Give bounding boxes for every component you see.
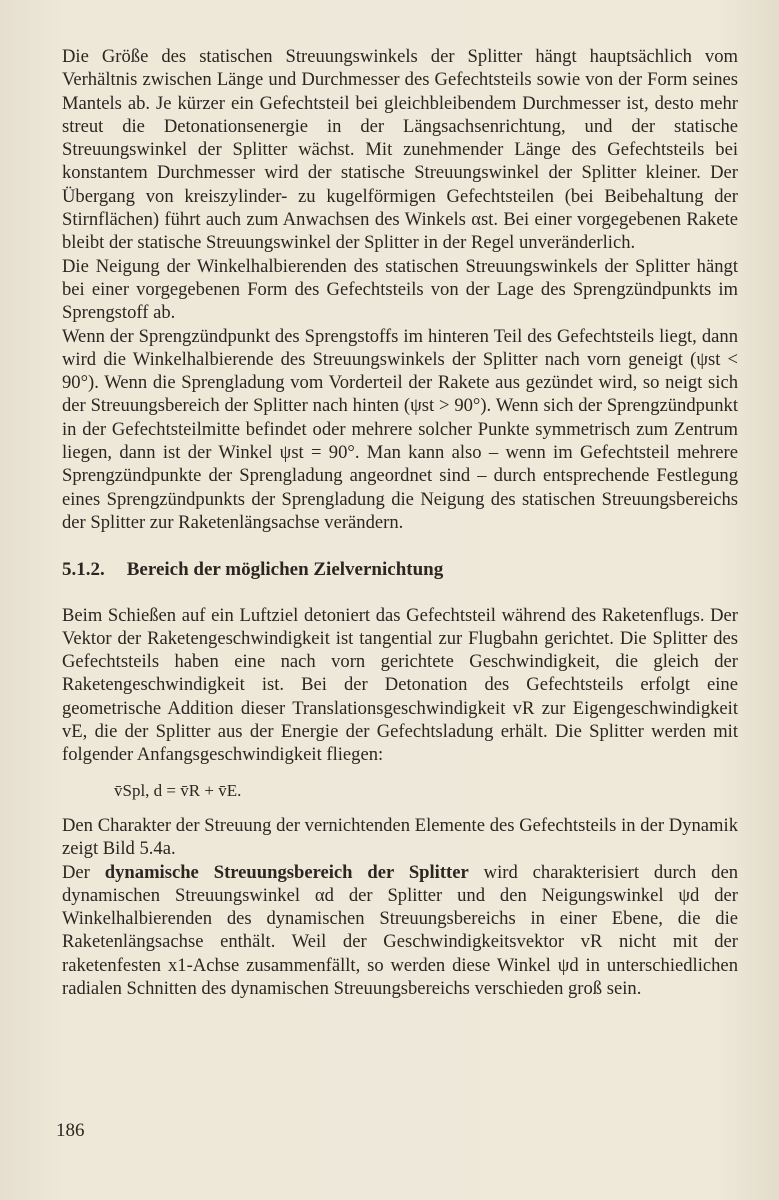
paragraph-air-target: Beim Schießen auf ein Luftziel detoniert das Gefechtsteil während des Raketenflugs. Der Vektor der Raketengeschwindigkeit ist tangential zur Flugbahn gerichtet. Die Splitter des Gefechtsteils haben eine nach vorn gerichtete Geschwindigkeit, die gleich der Raketengeschwindigkeit ist. Bei der Detonation des Gefechtsteils erfolgt eine geometrische Addition dieser Translationsgeschwindigkeit vR zur Eigengeschwindigkeit vE, die der Splitter aus der Energie der Gefechtsladung erhält. Die Splitter werden mit folgender Anfangsgeschwindigkeit fliegen:	[62, 604, 738, 766]
rest-text: wird charakterisiert durch den dynamischen Streuungswinkel αd der Splitter und den Neigungswinkel ψd der Winkelhalbierenden des dynamischen Streuungsbereichs in einer Ebene, die die Raketenlängsachse enthält. Weil der Geschwindigkeitsvektor vR nicht mit der raketenfesten x1-Achse zusammenfällt, so werden diese Winkel ψd in unterschiedlichen radialen Schnitten des dynamischen Streuungsbereichs verschieden groß sein.	[62, 861, 738, 999]
paragraph-dynamic-scatter	[62, 861, 738, 1001]
page-body	[62, 45, 738, 1000]
paragraph-splitter-size: Die Größe des statischen Streuungswinkels der Splitter hängt hauptsächlich vom Verhältnis zwischen Länge und Durchmesser des Gefechtsteils sowie von der Form seines Mantels ab. Je kürzer ein Gefechtsteil bei gleichbleibendem Durchmesser ist, desto mehr streut die Detonationsenergie in der Längsachsenrichtung, und der statische Streuungswinkel der Splitter wächst. Mit zunehmender Länge des Gefechtsteils bei konstantem Durchmesser wird der statische Streuungswinkel der Splitter kleiner. Der Übergang von kreiszylinder- zu kugelförmigen Gefechtsteilen (bei Beibehaltung der Stirnflächen) führt auch zum Anwachsen des Winkels αst. Bei einer vorgegebenen Rakete bleibt der statische Streuungswinkel der Splitter in der Regel unveränderlich.	[62, 46, 738, 254]
section-number: 5.1.2.	[62, 559, 105, 581]
page-number: 186	[56, 1120, 85, 1141]
paragraph-detonation-point: Wenn der Sprengzündpunkt des Sprengstoffs im hinteren Teil des Gefechtsteils liegt, dann wird die Winkelhalbierende des Streuungswinkels der Splitter nach vorn geneigt (ψst < 90°). Wenn die Sprengladung vom Vorderteil der Rakete aus gezündet wird, so neigt sich der Streuungsbereich der Splitter nach hinten (ψst > 90°). Wenn sich der Sprengzündpunkt in der Gefechtsteilmitte befindet oder mehrere solcher Punkte symmetrisch zum Zentrum liegen, dann ist der Winkel ψst = 90°. Man kann also – wenn im Gefechtsteil mehrere Sprengzündpunkte der Sprengladung angeordnet sind – durch entsprechende Festlegung eines Sprengzündpunkts der Sprengladung die Neigung des statischen Streuungsbereichs der Splitter zur Raketenlängsachse verändern.	[62, 325, 738, 533]
section-title: Bereich der möglichen Zielvernichtung	[126, 559, 444, 581]
paragraph-dynamics: Den Charakter der Streuung der vernichtenden Elemente des Gefechtsteils in der Dynamik zeigt Bild 5.4a.	[62, 814, 738, 860]
section-heading	[62, 558, 738, 581]
paragraph-inclination: Die Neigung der Winkelhalbierenden des statischen Streuungswinkels der Splitter hängt bei einer vorgegebenen Form des Gefechtsteils von der Lage des Sprengzündpunkts im Sprengstoff ab.	[62, 255, 738, 324]
lead-text: Der	[62, 861, 105, 883]
velocity-formula: v̄Spl, d = v̄R + v̄E.	[114, 780, 242, 800]
bold-term: dynamische Streuungsbereich der Splitter	[104, 861, 469, 883]
